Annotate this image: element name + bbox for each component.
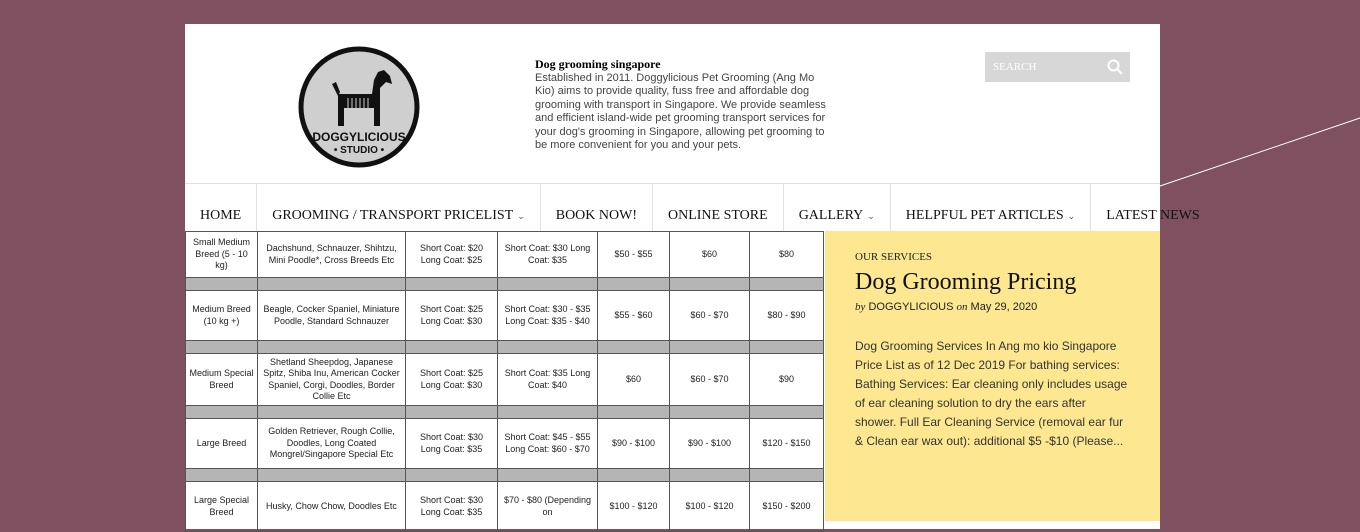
table-divider-row [186,406,824,419]
table-cell: Short Coat: $30 Long Coat: $35 [498,232,598,278]
table-divider-row [186,469,824,482]
table-row [186,232,824,278]
table-cell: Short Coat: $45 - $55 Long Coat: $60 - $70 [498,419,598,469]
nav-latest-news-label: LATEST NEWS [1106,208,1200,223]
table-cell: Golden Retriever, Rough Collie, Doodles, Long Coated Mongrel/Singapore Special Etc [258,419,406,469]
table-row [186,482,824,532]
pricelist-table-wrapper[interactable] [185,231,825,521]
table-cell: Short Coat: $30 - $35 Long Coat: $35 - $40 [498,291,598,341]
table-cell: $100 - $120 [598,482,670,532]
table-cell: $90 - $100 [598,419,670,469]
table-cell: $60 [670,232,750,278]
table-cell: Beagle, Cocker Spaniel, Miniature Poodle, Standard Schnauzer [258,291,406,341]
table-cell: Shetland Sheepdog, Japanese Spitz, Shiba Inu, American Cocker Spaniel, Corgi, Doodles, Border Collie Etc [258,354,406,406]
table-cell: Short Coat: $30 Long Coat: $35 [406,482,498,532]
table-cell: Short Coat: $30 Long Coat: $35 [406,419,498,469]
table-row [186,354,824,406]
nav-gallery-label: GALLERY [798,208,864,223]
table-row [186,419,824,469]
page-container [185,24,1200,529]
table-divider-row [186,278,824,291]
table-cell: $80 [750,232,824,278]
dog-logo-icon [298,46,420,168]
nav-book-now-label: BOOK NOW! [555,208,637,223]
table-row [186,291,824,341]
table-cell: $100 - $120 [670,482,750,532]
search-input[interactable] [985,52,1100,82]
table-cell: Medium Special Breed [186,354,258,406]
post-date: May 29, 2020 [970,301,1038,313]
search-icon[interactable] [1106,58,1124,76]
table-cell: $60 [598,354,670,406]
table-cell: Large Special Breed [186,482,258,532]
site-info [535,58,830,153]
nav-online-store-label: ONLINE STORE [668,208,768,223]
site-title[interactable]: Dog grooming singapore [535,57,661,71]
table-cell: Large Breed [186,419,258,469]
table-cell: Short Coat: $35 Long Coat: $40 [498,354,598,406]
nav-grooming-pricelist-label: GROOMING / TRANSPORT PRICELIST [272,208,514,223]
table-cell: $90 - $100 [670,419,750,469]
nav-gallery[interactable] [784,184,891,232]
search-box [985,52,1130,82]
table-cell: $150 - $200 [750,482,824,532]
featured-post-panel [825,231,1160,521]
post-category-link[interactable]: OUR SERVICES [855,251,933,263]
table-cell: $60 - $70 [670,291,750,341]
nav-online-store[interactable] [653,184,784,232]
nav-grooming-pricelist[interactable] [257,184,541,232]
post-author-link[interactable]: DOGGYLICIOUS [868,301,954,313]
table-divider-row [186,341,824,354]
table-cell: $80 - $90 [750,291,824,341]
table-cell: Small Medium Breed (5 - 10 kg) [186,232,258,278]
nav-latest-news[interactable] [1091,184,1214,232]
site-logo[interactable] [298,46,420,168]
pricelist-table [185,231,824,532]
table-cell: $60 - $70 [670,354,750,406]
table-cell: $50 - $55 [598,232,670,278]
nav-home[interactable] [185,184,257,232]
post-title[interactable]: Dog Grooming Pricing [855,269,1077,295]
chevron-down-icon: ⌄ [867,210,875,221]
table-cell: Short Coat: $25 Long Coat: $30 [406,291,498,341]
table-cell: Medium Breed (10 kg +) [186,291,258,341]
table-cell: $55 - $60 [598,291,670,341]
table-cell: $120 - $150 [750,419,824,469]
table-cell: Dachshund, Schnauzer, Shihtzu, Mini Poodle*, Cross Breeds Etc [258,232,406,278]
nav-home-label: HOME [200,208,242,223]
post-byline [855,301,1130,313]
table-cell: Short Coat: $25 Long Coat: $30 [406,354,498,406]
chevron-down-icon: ⌄ [1067,210,1076,221]
table-cell: Short Coat: $20 Long Coat: $25 [406,232,498,278]
logo-text-2: • STUDIO • [333,145,385,156]
table-cell: $70 - $80 (Depending on [498,482,598,532]
site-description: Established in 2011. Doggylicious Pet Grooming (Ang Mo Kio) aims to provide quality, fuss free and affordable dog grooming with transport in Singapore. We provide seamless and efficient island-wide pet grooming transport services for your dog's grooming in Singapore, allowing pet grooming to be more convenient for you and your pets. [535,71,826,151]
main-nav [185,183,1200,232]
nav-book-now[interactable] [541,184,653,232]
nav-helpful-pet-articles[interactable] [891,184,1091,232]
byline-by: by [855,301,866,313]
chevron-down-icon: ⌄ [517,210,525,221]
table-cell: Husky, Chow Chow, Doodles Etc [258,482,406,532]
table-cell: $90 [750,354,824,406]
nav-helpful-pet-articles-label: HELPFUL PET ARTICLES [905,208,1064,223]
decorative-line [1160,118,1360,188]
post-excerpt: Dog Grooming Services In Ang mo kio Singapore Price List as of 12 Dec 2019 For bathing services: Bathing Services: Ear cleaning only includes usage of ear cleaning solution to dry the ears after shower. Full Ear Cleaning Service (removal ear fur & Clean ear wax out): additional $5 -$10 (Please... [855,339,1128,448]
byline-on: on [956,301,968,313]
logo-text-1: DOGGYLICIOUS [312,130,406,144]
